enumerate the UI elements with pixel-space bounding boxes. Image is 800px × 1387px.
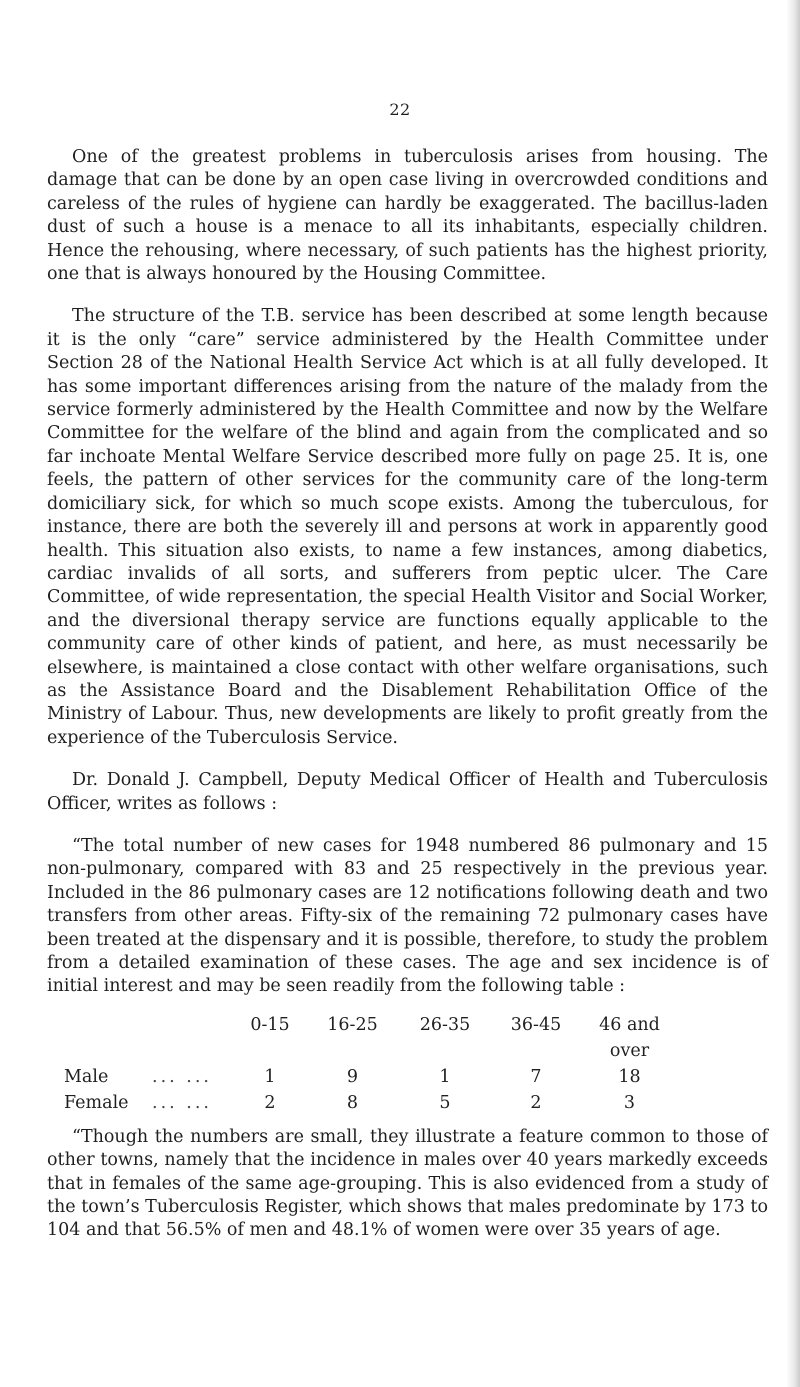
table-row-label: Female bbox=[64, 1092, 129, 1113]
table-header-row bbox=[47, 1012, 768, 1064]
table-cell: 2 bbox=[264, 1092, 276, 1113]
table-row bbox=[47, 1064, 768, 1090]
table-header-cell: 0-15 bbox=[250, 1014, 290, 1035]
table-cell: 8 bbox=[346, 1092, 359, 1113]
table-row-label: Male bbox=[64, 1066, 109, 1087]
table-header-cell: 46 and over bbox=[599, 1014, 660, 1061]
table-row-label-cell bbox=[47, 1090, 235, 1116]
table-cell: 3 bbox=[623, 1092, 636, 1113]
table-cell: 1 bbox=[439, 1066, 451, 1087]
paragraph-campbell-intro: Dr. Donald J. Campbell, Deputy Medical Officer of Health and Tuberculosis Officer, writes as follows : bbox=[47, 770, 768, 814]
table-cell: 1 bbox=[264, 1066, 276, 1087]
table-cell: 5 bbox=[439, 1092, 451, 1113]
table-cell: 2 bbox=[530, 1092, 542, 1113]
page-edge-shadow bbox=[786, 0, 800, 1387]
paragraph-new-cases: “The total number of new cases for 1948 numbered 86 pulmonary and 15 non-pulmonary, compared with 83 and 25 respectively in the previous year. Included in the 86 pulmonary cases are 12 notifications following death and two transfers from other areas. Fifty-six of the remaining 72 pulmonary cases have been treated at the dispensary and it is possible, therefore, to study the problem from a detailed examination of these cases. The age and sex incidence is of initial interest and may be seen readily from the following table : bbox=[47, 835, 768, 997]
table-header-cell: 16-25 bbox=[327, 1014, 378, 1035]
page-number: 22 bbox=[389, 100, 411, 119]
paragraph-housing: One of the greatest problems in tuberculosis arises from housing. The damage that can be done by an open case living in overcrowded conditions and careless of the rules of hygiene can hardly be exaggerated. The bacillus-laden dust of such a house is a menace to all its inhabitants, especially children. Hence the rehousing, where necessary, of such patients has the highest priority, one that is always honoured by the Housing Committee. bbox=[47, 147, 768, 285]
body-text bbox=[47, 146, 768, 1262]
paragraph-conclusion: “Though the numbers are small, they illustrate a feature common to those of other towns, namely that the incidence in males over 40 years markedly exceeds that in females of the same age-grouping. This is also evidenced from a study of the town’s Tuberculosis Register, which shows that males predominate by 173 to 104 and that 56.5% of men and 48.1% of women were over 35 years of age. bbox=[47, 1126, 768, 1241]
paragraph-tb-service-structure: The structure of the T.B. service has been described at some length because it is the only “care” service administered by the Health Committee under Section 28 of the National Health Service Act which is at all fully developed. It has some important differences arising from the nature of the malady from the service formerly administered by the Health Committee and now by the Welfare Committee for the welfare of the blind and again from the complicated and so far inchoate Mental Welfare Service described more fully on page 25. It is, one feels, the pattern of other services for the community care of the long-term domiciliary sick, for which so much scope exists. Among the tuberculous, for instance, there are both the severely ill and persons at work in apparently good health. This situation also exists, to name a few instances, among diabetics, cardiac invalids of all sorts, and sufferers from peptic ulcer. The Care Committee, of wide representation, the special Health Visitor and Social Worker, and the diversional therapy service are functions equally applicable to the community care of other kinds of patient, and here, as must necessarily be elsewhere, is maintained a close contact with other welfare organisations, such as the Assistance Board and the Disablement Rehabilitation Office of the Ministry of Labour. Thus, new developments are likely to profit greatly from the experience of the Tuberculosis Service. bbox=[47, 306, 768, 748]
table-cell: 18 bbox=[618, 1066, 641, 1087]
table-header-cell: 26-35 bbox=[419, 1014, 471, 1035]
table-row-leader: ... ... bbox=[152, 1092, 212, 1113]
table-header-cell: 36-45 bbox=[510, 1014, 562, 1035]
table-cell: 9 bbox=[346, 1066, 359, 1087]
table-row bbox=[47, 1090, 768, 1116]
table-row-leader: ... ... bbox=[152, 1066, 212, 1087]
age-sex-incidence-table bbox=[47, 1012, 768, 1116]
table-row-label-cell bbox=[47, 1064, 235, 1090]
table-cell: 7 bbox=[530, 1066, 542, 1087]
